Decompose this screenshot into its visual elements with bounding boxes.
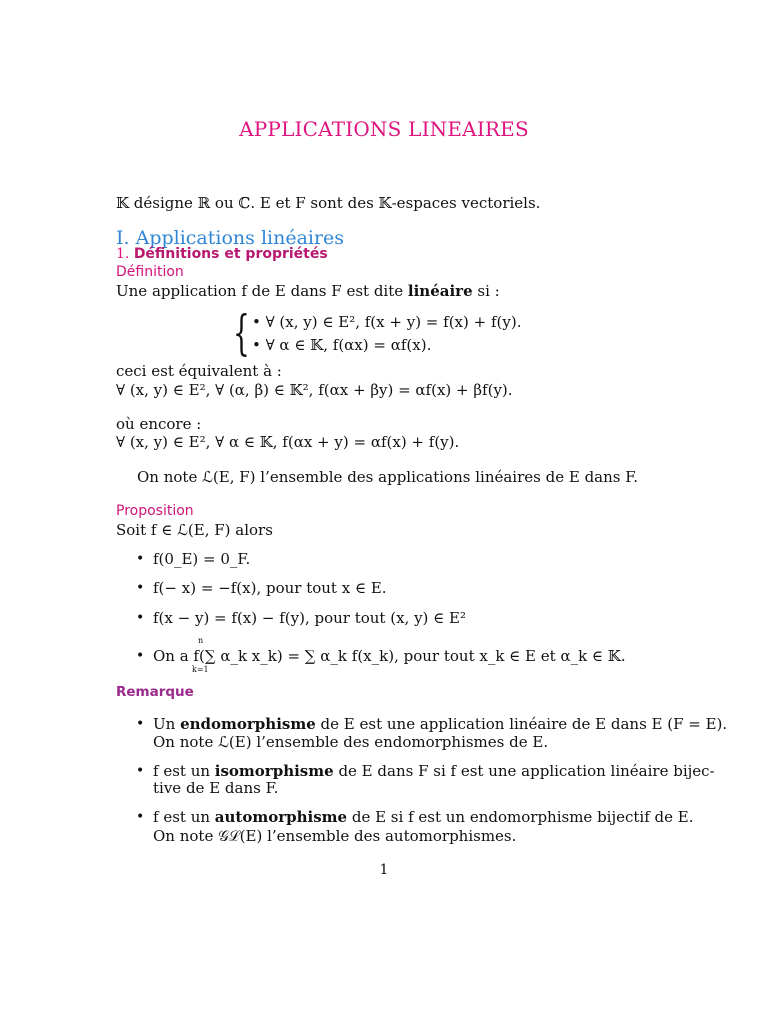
remark-item-3-before: f est un <box>153 808 215 826</box>
definition-text-before: Une application f de E dans F est dite <box>116 282 408 300</box>
section-number: I. <box>116 227 130 249</box>
proposition-item-2: f(− x) = −f(x), pour tout x ∈ E. <box>153 579 387 597</box>
definition-text-after: si : <box>472 282 500 300</box>
bullet-icon: • <box>136 648 145 664</box>
proposition-item-3: f(x − y) = f(x) − f(y), pour tout (x, y) ∈ E² <box>153 609 467 627</box>
alternative-label: où encore : <box>116 415 202 433</box>
page-number: 1 <box>379 862 389 878</box>
remark-label: Remarque <box>116 684 194 700</box>
definition-label: Définition <box>116 264 184 280</box>
remark-item-1-line-1 <box>153 715 727 733</box>
bullet-icon: • <box>136 551 145 567</box>
left-brace: { <box>233 305 250 361</box>
remark-keyword-isomorphisme: isomorphisme <box>214 762 334 780</box>
sum-lower-limit: k=1 <box>192 665 209 674</box>
proposition-intro: Soit f ∈ ℒ(E, F) alors <box>116 521 273 539</box>
alternative-formula: ∀ (x, y) ∈ E², ∀ α ∈ 𝕂, f(αx + y) = αf(x) + f(y). <box>116 433 460 451</box>
notation-note: On note ℒ(E, F) l’ensemble des applications linéaires de E dans F. <box>137 468 639 486</box>
definition-text <box>116 282 500 300</box>
definition-condition-1: • ∀ (x, y) ∈ E², f(x + y) = f(x) + f(y). <box>252 313 522 331</box>
document-title: APPLICATIONS LINEAIRES <box>239 117 529 141</box>
subsection-title: Définitions et propriétés <box>133 246 328 262</box>
equivalence-label: ceci est équivalent à : <box>116 362 282 380</box>
bullet-icon: • <box>136 809 145 825</box>
remark-item-2-line-2: tive de E dans F. <box>153 779 279 797</box>
remark-item-1-after: de E est une application linéaire de E dans E (F = E). <box>315 715 728 733</box>
definition-condition-2: • ∀ α ∈ 𝕂, f(αx) = αf(x). <box>252 336 432 354</box>
remark-keyword-endomorphisme: endomorphisme <box>180 715 316 733</box>
proposition-item-1: f(0_E) = 0_F. <box>153 550 251 568</box>
proposition-label: Proposition <box>116 503 194 519</box>
equivalence-formula: ∀ (x, y) ∈ E², ∀ (α, β) ∈ 𝕂², f(αx + βy) = αf(x) + βf(y). <box>116 381 513 399</box>
proposition-item-4: On a f(∑ α_k x_k) = ∑ α_k f(x_k), pour tout x_k ∈ E et α_k ∈ 𝕂. <box>153 647 626 665</box>
section-title: Applications linéaires <box>135 227 345 249</box>
subsection-number: 1. <box>116 246 130 262</box>
bullet-icon: • <box>136 716 145 732</box>
remark-item-3-line-1 <box>153 808 694 826</box>
remark-item-1-before: Un <box>153 715 181 733</box>
remark-item-2-line-1 <box>153 762 715 780</box>
sum-upper-limit: n <box>198 636 204 645</box>
intro-text: 𝕂 désigne ℝ ou ℂ. E et F sont des 𝕂-espaces vectoriels. <box>116 194 541 212</box>
remark-item-2-after: de E dans F si f est une application linéaire bijec- <box>333 762 715 780</box>
definition-keyword: linéaire <box>407 282 473 300</box>
bullet-icon: • <box>136 763 145 779</box>
remark-keyword-automorphisme: automorphisme <box>214 808 348 826</box>
subsection-heading <box>116 246 328 263</box>
remark-item-2-before: f est un <box>153 762 215 780</box>
remark-item-3-after: de E si f est un endomorphisme bijectif de E. <box>347 808 694 826</box>
bullet-icon: • <box>136 610 145 626</box>
bullet-icon: • <box>136 580 145 596</box>
remark-item-3-line-2: On note 𝒢ℒ(E) l’ensemble des automorphismes. <box>153 827 517 845</box>
remark-item-1-line-2: On note ℒ(E) l’ensemble des endomorphismes de E. <box>153 733 549 751</box>
